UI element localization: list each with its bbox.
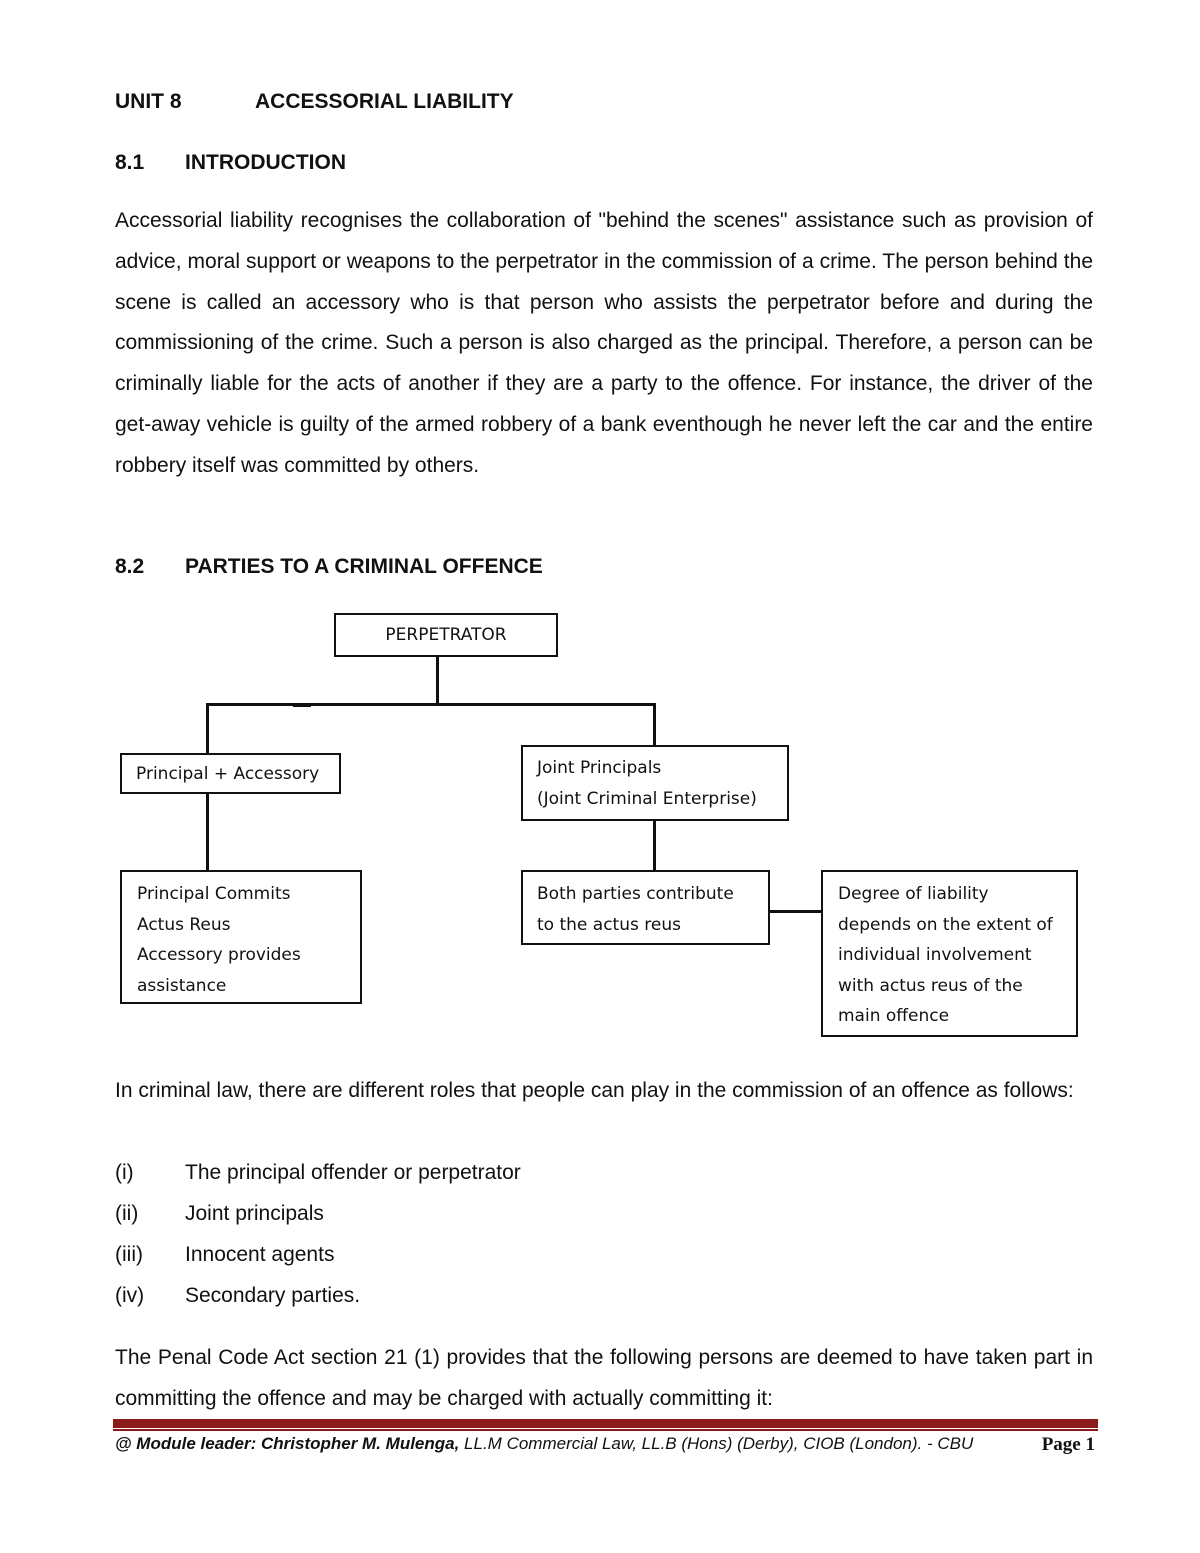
footer-rule: [113, 1429, 1098, 1431]
list-marker: (iv): [115, 1284, 145, 1307]
section-number: 8.1: [115, 151, 145, 174]
section-8-1-heading: [115, 151, 346, 175]
connector-line: [768, 910, 823, 913]
footer-rule: [113, 1419, 1098, 1428]
section-number: 8.2: [115, 555, 145, 578]
box-line: assistance: [137, 975, 227, 996]
list-item: [115, 1243, 334, 1267]
page-number: Page 1: [1041, 1434, 1095, 1455]
connector-line: [206, 703, 656, 706]
section-title: INTRODUCTION: [185, 151, 346, 174]
box-line: Degree of liability: [838, 884, 989, 904]
section-title: PARTIES TO A CRIMINAL OFFENCE: [185, 555, 543, 578]
list-marker: (i): [115, 1161, 134, 1184]
box-line: Actus Reus: [137, 914, 231, 935]
box-line: Accessory provides: [137, 945, 301, 965]
unit-heading: [115, 90, 514, 114]
box-line: Joint Principals: [537, 758, 662, 778]
connector-line: [653, 703, 656, 746]
box-line: individual involvement: [838, 945, 1032, 965]
page-footer: [115, 1434, 1095, 1454]
connector-line: [436, 656, 439, 706]
box-line: Principal Commits: [137, 884, 291, 904]
principal-accessory-box: [120, 753, 341, 794]
principal-commits-box: [120, 870, 362, 1004]
list-item: [115, 1161, 521, 1185]
footer-credentials: LL.M Commercial Law, LL.B (Hons) (Derby), CIOB (London). - CBU: [459, 1434, 974, 1453]
box-line: with actus reus of the: [838, 975, 1023, 996]
list-text: The principal offender or perpetrator: [185, 1161, 521, 1184]
list-text: Secondary parties.: [185, 1284, 361, 1307]
box-line: Both parties contribute: [537, 884, 734, 904]
unit-number: UNIT 8: [115, 90, 182, 113]
roles-intro-paragraph: In criminal law, there are different roles that people can play in the commission of an offence as follows:: [115, 1079, 1074, 1102]
connector-line: [206, 703, 209, 754]
unit-title: ACCESSORIAL LIABILITY: [255, 90, 514, 113]
both-parties-box: [521, 870, 770, 945]
footer-author: @ Module leader: Christopher M. Mulenga,: [115, 1434, 460, 1453]
intro-paragraph: Accessorial liability recognises the collaboration of "behind the scenes" assistance such as provision of advice, moral support or weapons to the perpetrator in the commission of a crime. The person behind the scene is called an accessory who is that person who assists the perpetrator before and during the commissioning of the crime. Such a person is also charged as the principal. Therefore, a person can be criminally liable for the acts of another if they are a party to the offence. For instance, the driver of the get-away vehicle is guilty of the armed robbery of a bank eventhough he never left the car and the entire robbery itself was committed by others.: [115, 209, 1093, 477]
box-label: Principal + Accessory: [136, 764, 320, 784]
degree-of-liability-box: [821, 870, 1078, 1037]
box-line: main offence: [838, 1006, 950, 1026]
penal-code-paragraph: The Penal Code Act section 21 (1) provides that the following persons are deemed to have taken part in committing the offence and may be charged with actually committing it:: [115, 1346, 1093, 1410]
list-text: Joint principals: [185, 1202, 324, 1225]
box-line: to the actus reus: [537, 914, 681, 935]
perpetrator-box: [334, 613, 558, 657]
box-line: (Joint Criminal Enterprise): [537, 788, 757, 809]
box-label: PERPETRATOR: [385, 625, 507, 645]
list-marker: (iii): [115, 1243, 143, 1266]
section-8-2-heading: [115, 555, 543, 579]
connector-line: [206, 792, 209, 871]
connector-line: [653, 819, 656, 871]
list-text: Innocent agents: [185, 1243, 335, 1266]
list-item: [115, 1202, 324, 1226]
connector-line: [293, 703, 311, 707]
list-item: [115, 1284, 360, 1308]
box-line: depends on the extent of: [838, 914, 1053, 935]
joint-principals-box: [521, 745, 789, 821]
list-marker: (ii): [115, 1202, 139, 1225]
